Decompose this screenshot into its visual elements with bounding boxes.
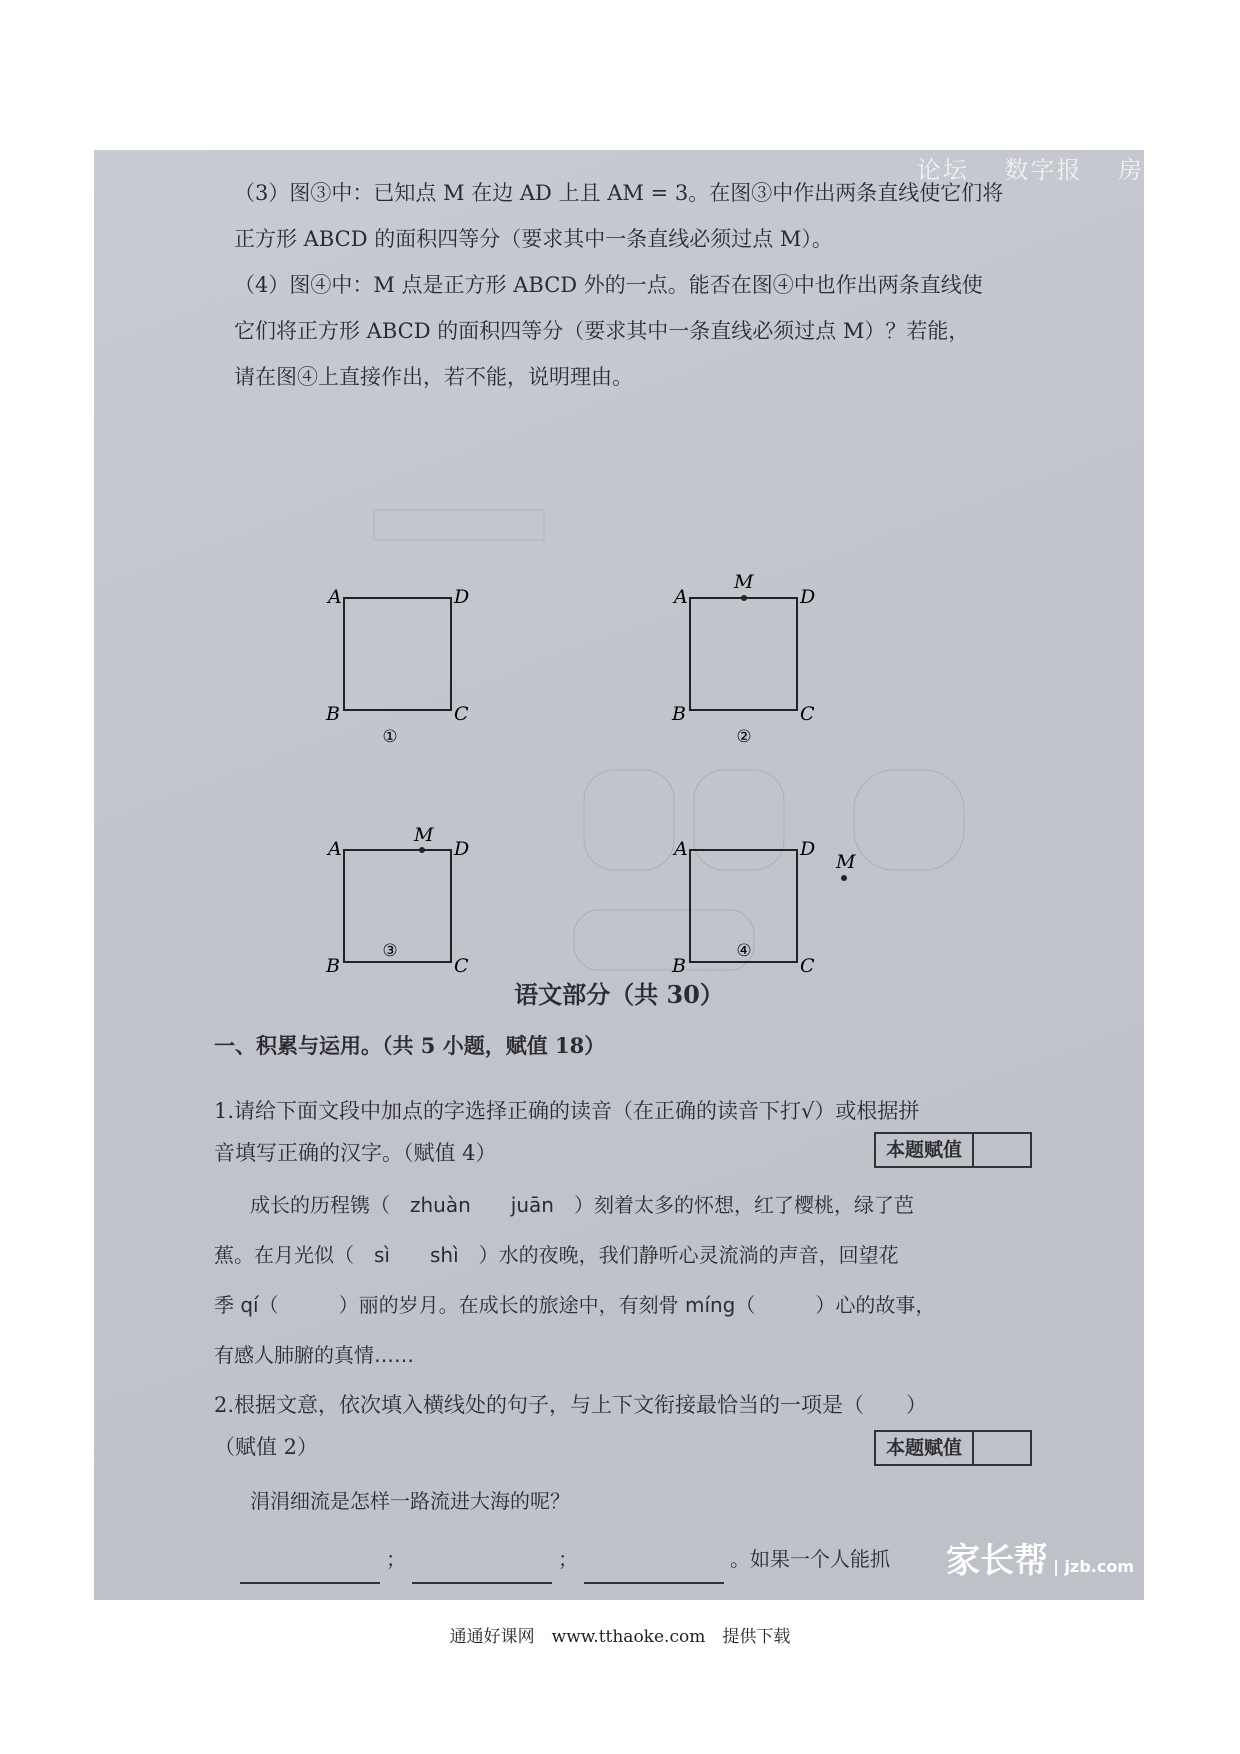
figure-1 — [325, 586, 469, 747]
fig1-label-a: A — [328, 586, 342, 608]
q4-line1: （4）图④中：M 点是正方形 ABCD 外的一点。能否在图④中也作出两条直线使 — [234, 273, 983, 297]
fig1-label-c: C — [454, 703, 469, 725]
q4-line3: 请在图④上直接作出，若不能，说明理由。 — [234, 365, 633, 389]
q2-score-box — [874, 1430, 1032, 1466]
q2-line2: （赋值 2） — [214, 1435, 319, 1459]
chinese-section-title: 语文部分（共 30） — [514, 980, 724, 1009]
fig4-point-m — [841, 875, 847, 881]
q3-line2: 正方形 ABCD 的面积四等分（要求其中一条直线必须过点 M）。 — [234, 227, 833, 251]
fig3-label-c: C — [454, 955, 469, 977]
fig3-number: ③ — [382, 941, 398, 961]
q2-blanks-row: ； ； 。如果一个人能抓 — [234, 1534, 1154, 1584]
q1-line1: 1.请给下面文段中加点的字选择正确的读音（在正确的读音下打√）或根据拼 — [214, 1099, 920, 1123]
math-question-text — [234, 170, 1134, 400]
q1-passage — [214, 1180, 1134, 1380]
q2-score-label: 本题赋值 — [876, 1432, 974, 1464]
fig2-label-a: A — [674, 586, 688, 608]
fig2-label-m: M — [734, 571, 754, 593]
blank-1[interactable] — [240, 1560, 380, 1584]
scanned-photo — [94, 150, 1144, 1600]
fig2-label-c: C — [800, 703, 815, 725]
passage-line-1: 成长的历程镌（ zhuàn juān ）刻着太多的怀想，红了樱桃，绿了芭 — [250, 1193, 914, 1217]
fig3-point-m — [419, 847, 425, 853]
q2-intro — [214, 1476, 1134, 1526]
fig4-label-a: A — [674, 838, 688, 860]
watermark-house: 房 — [1118, 156, 1144, 184]
q4-line2: 它们将正方形 ABCD 的面积四等分（要求其中一条直线必须过点 M）？若能， — [234, 319, 970, 343]
fig1-label-d: D — [454, 586, 470, 608]
watermark-digital-news: 数字报 — [1004, 156, 1083, 184]
fig2-number: ② — [736, 727, 752, 747]
q2-intro-text: 涓涓细流是怎样一路流进大海的呢？ — [250, 1489, 570, 1513]
passage-line-3: 季 qí（ ）丽的岁月。在成长的旅途中，有刻骨 míng（ ）心的故事， — [214, 1293, 936, 1317]
q2-score-value[interactable] — [974, 1432, 1030, 1464]
fig4-number: ④ — [736, 941, 752, 961]
q2-line1: 2.根据文意，依次填入横线处的句子，与上下文衔接最恰当的一项是（ ） — [214, 1393, 928, 1417]
fig3-label-b: B — [326, 955, 340, 977]
figure-4 — [671, 838, 856, 977]
fig1-number: ① — [382, 727, 398, 747]
jzb-logo: 家长帮 — [946, 1541, 1048, 1581]
figure-2 — [671, 571, 815, 747]
blank-2[interactable] — [412, 1560, 552, 1584]
part1-heading: 一、积累与运用。（共 5 小题，赋值 18） — [214, 1033, 606, 1058]
bleed-through-drawings — [374, 510, 964, 970]
square-2 — [690, 598, 797, 710]
figure-3 — [325, 824, 469, 977]
q1-score-label: 本题赋值 — [876, 1134, 974, 1166]
q1-score-box — [874, 1132, 1032, 1168]
fig2-label-b: B — [672, 703, 686, 725]
fig4-label-d: D — [800, 838, 816, 860]
square-figures — [314, 470, 974, 977]
square-1 — [344, 598, 451, 710]
fig4-label-m: M — [836, 851, 856, 873]
jzb-watermark: 家长帮 | jzb.com — [946, 1541, 1134, 1581]
fig2-point-m — [741, 595, 747, 601]
fig4-label-b: B — [672, 955, 686, 977]
fig3-label-m: M — [414, 824, 434, 846]
download-footer: 通通好课网 www.tthaoke.com 提供下载 — [449, 1627, 791, 1647]
fig3-label-a: A — [328, 838, 342, 860]
jzb-domain: jzb.com — [1064, 1557, 1134, 1576]
blank-3[interactable] — [584, 1560, 724, 1584]
passage-line-4: 有感人肺腑的真情…… — [214, 1343, 414, 1367]
fig1-label-b: B — [326, 703, 340, 725]
q1-line2: 音填写正确的汉字。（赋值 4） — [214, 1141, 497, 1165]
q2-tail: 。如果一个人能抓 — [730, 1547, 890, 1571]
q1-score-value[interactable] — [974, 1134, 1030, 1166]
fig3-label-d: D — [454, 838, 470, 860]
q3-line1: （3）图③中：已知点 M 在边 AD 上且 AM = 3。在图③中作出两条直线使它们将 — [234, 181, 1004, 205]
fig2-label-d: D — [800, 586, 816, 608]
passage-line-2: 蕉。在月光似（ sì shì ）水的夜晚，我们静听心灵流淌的声音，回望花 — [214, 1243, 899, 1267]
watermark-forum: 论坛 — [916, 156, 969, 184]
fig4-label-c: C — [800, 955, 815, 977]
